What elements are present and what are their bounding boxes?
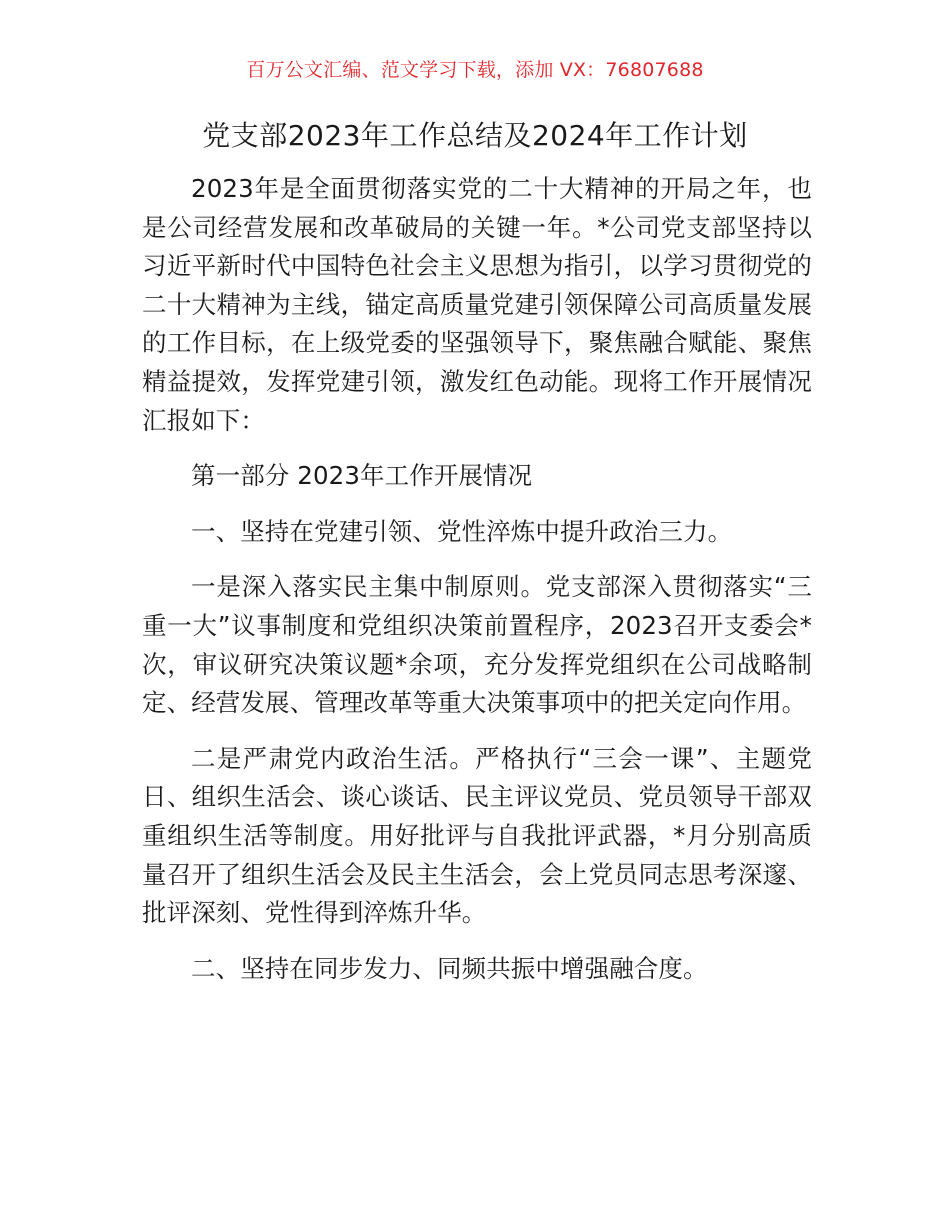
- watermark-header-text: 百万公文汇编、范文学习下载，添加 VX：76807688: [246, 59, 704, 81]
- paragraph-party-political-life: 二是严肃党内政治生活。严格执行“三会一课”、主题党日、组织生活会、谈心谈话、民主评议党员、党员领导干部双重组织生活等制度。用好批评与自我批评武器，*月分别高质量召开了组织生活会及民主生活会，会上党员同志思考深邃、批评深刻、党性得到淬炼升华。: [142, 743, 812, 928]
- document-title: 党支部2023年工作总结及2024年工作计划: [202, 119, 748, 152]
- intro-paragraph: 2023年是全面贯彻落实党的二十大精神的开局之年，也是公司经营发展和改革破局的关键一年。*公司党支部坚持以习近平新时代中国特色社会主义思想为指引，以学习贯彻党的二十大精神为主线，锚定高质量党建引领保障公司高质量发展的工作目标，在上级党委的坚强领导下，聚焦融合赋能、聚焦精益提效，发挥党建引领，激发红色动能。现将工作开展情况汇报如下：: [142, 174, 812, 435]
- paragraph-democratic-centralism: 一是深入落实民主集中制原则。党支部深入贯彻落实“三重一大”议事制度和党组织决策前置程序，2023召开支委会*次，审议研究决策议题*余项，充分发挥党组织在公司战略制定、经营发展、管理改革等重大决策事项中的把关定向作用。: [142, 572, 812, 718]
- subsection-heading-two: 二、坚持在同步发力、同频共振中增强融合度。: [191, 953, 708, 983]
- document-body: [142, 170, 812, 988]
- subsection-heading-one: 一、坚持在党建引领、党性淬炼中提升政治三力。: [191, 516, 733, 546]
- section-heading-part-one: 第一部分 2023年工作开展情况: [191, 461, 533, 491]
